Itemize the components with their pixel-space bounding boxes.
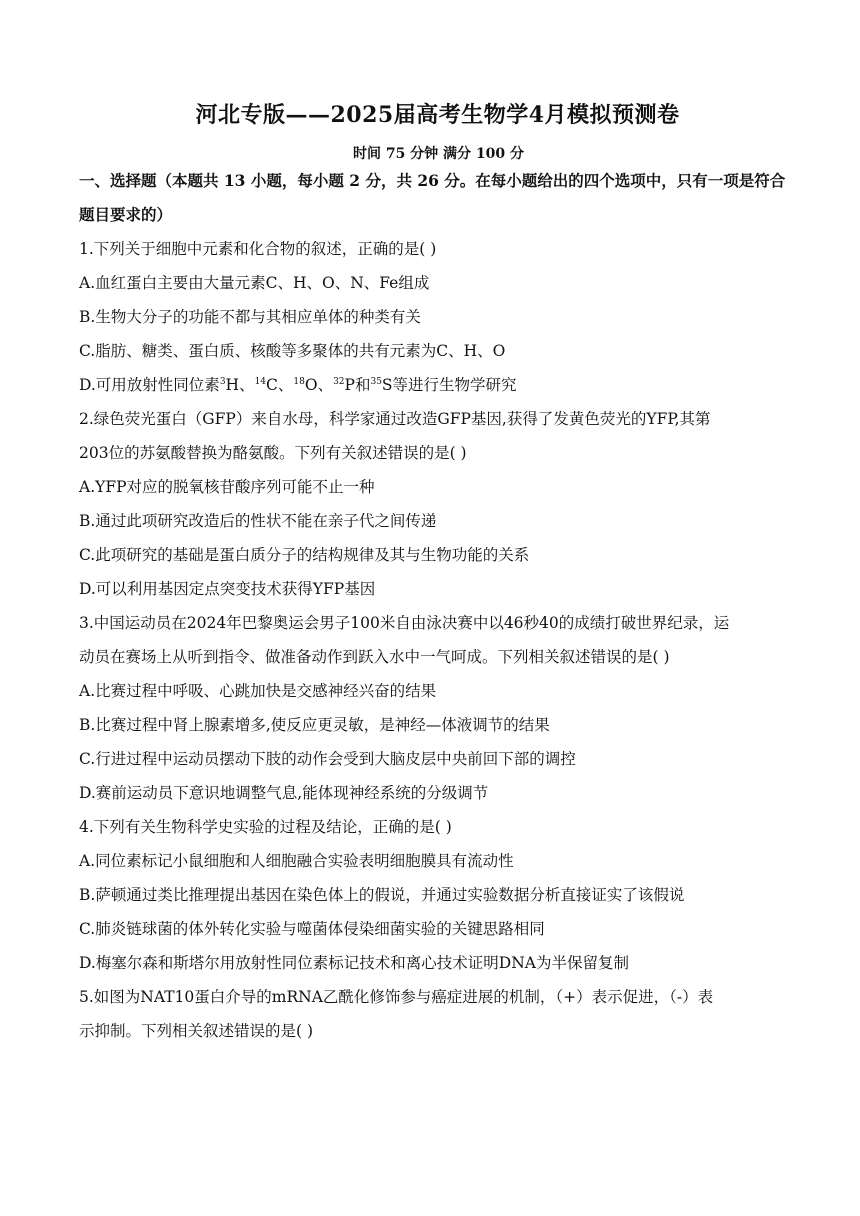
isotope-element: H、 (225, 376, 255, 394)
question-3-option-d: D.赛前运动员下意识地调整气息,能体现神经系统的分级调节 (79, 784, 489, 802)
section-header-multiple-choice: 一、选择题（本题共 13 小题，每小题 2 分，共 26 分。在每小题给出的四个选项中，只有一项是符合题目要求的） (79, 171, 786, 224)
isotope-element: S (381, 376, 393, 394)
question-4-option-b: B.萨顿通过类比推理提出基因在染色体上的假说，并通过实验数据分析直接证实了该假说 (79, 886, 685, 904)
question-3-option-b: B.比赛过程中肾上腺素增多,使反应更灵敏，是神经—体液调节的结果 (79, 716, 550, 734)
isotope-mass-number: 18 (293, 376, 305, 387)
isotope-element: P和 (344, 376, 371, 394)
question-1-option-d (79, 368, 790, 402)
question-4 (79, 810, 790, 980)
question-4-stem: 4.下列有关生物科学史实验的过程及结论，正确的是( ) (79, 818, 452, 836)
question-5-stem-line-1: 5.如图为NAT10蛋白介导的mRNA乙酰化修饰参与癌症进展的机制，（+）表示促进，（-）表 (79, 988, 714, 1006)
question-3-option-c: C.行进过程中运动员摆动下肢的动作会受到大脑皮层中央前回下部的调控 (79, 750, 576, 768)
question-4-option-a: A.同位素标记小鼠细胞和人细胞融合实验表明细胞膜具有流动性 (79, 852, 514, 870)
question-1 (79, 232, 790, 402)
exam-title: 河北专版——2025届高考生物学4月模拟预测卷 (195, 102, 680, 128)
question-4-option-d: D.梅塞尔森和斯塔尔用放射性同位素标记技术和离心技术证明DNA为半保留复制 (79, 954, 629, 972)
question-3-stem-line-1: 3.中国运动员在2024年巴黎奥运会男子100米自由泳决赛中以46秒40的成绩打破世界纪录，运 (79, 614, 730, 632)
isotope-mass-number: 32 (333, 376, 345, 387)
isotope-mass-number: 3 (219, 376, 226, 387)
question-2-option-a: A.YFP对应的脱氧核苷酸序列可能不止一种 (79, 478, 375, 496)
question-3-stem-line-2: 动员在赛场上从听到指令、做准备动作到跃入水中一气呵成。下列相关叙述错误的是( ) (79, 648, 670, 666)
option-d-suffix: 等进行生物学研究 (392, 376, 517, 394)
question-4-option-c: C.肺炎链球菌的体外转化实验与噬菌体侵染细菌实验的关键思路相同 (79, 920, 545, 938)
question-1-option-a: A.血红蛋白主要由大量元素C、H、O、N、Fe组成 (79, 274, 430, 292)
question-2-stem-line-2: 203位的苏氨酸替换为酪氨酸。下列有关叙述错误的是( ) (79, 444, 467, 462)
option-d-prefix: D.可用放射性同位素 (79, 376, 220, 394)
question-1-option-b: B.生物大分子的功能不都与其相应单体的种类有关 (79, 308, 421, 326)
question-2-option-c: C.此项研究的基础是蛋白质分子的结构规律及其与生物功能的关系 (79, 546, 530, 564)
question-3-option-a: A.比赛过程中呼吸、心跳加快是交感神经兴奋的结果 (79, 682, 437, 700)
isotope-element: O、 (304, 376, 334, 394)
question-2-stem-line-1: 2.绿色荧光蛋白（GFP）来自水母，科学家通过改造GFP基因,获得了发黄色荧光的YFP,其第 (79, 410, 711, 428)
question-2-option-b: B.通过此项研究改造后的性状不能在亲子代之间传递 (79, 512, 437, 530)
question-5-stem-line-2: 示抑制。下列相关叙述错误的是( ) (79, 1022, 314, 1040)
question-2-option-d: D.可以利用基因定点突变技术获得YFP基因 (79, 580, 376, 598)
question-3 (79, 606, 790, 810)
isotope-mass-number: 14 (254, 376, 267, 387)
question-5 (79, 980, 790, 1048)
exam-time-and-score: 时间 75 分钟 满分 100 分 (352, 146, 525, 162)
question-1-stem: 1.下列关于细胞中元素和化合物的叙述，正确的是( ) (79, 240, 437, 258)
question-2 (79, 402, 790, 606)
isotope-element: C、 (266, 376, 294, 394)
isotope-mass-number: 35 (370, 376, 382, 387)
question-1-option-c: C.脂肪、糖类、蛋白质、核酸等多聚体的共有元素为C、H、O (79, 342, 506, 360)
